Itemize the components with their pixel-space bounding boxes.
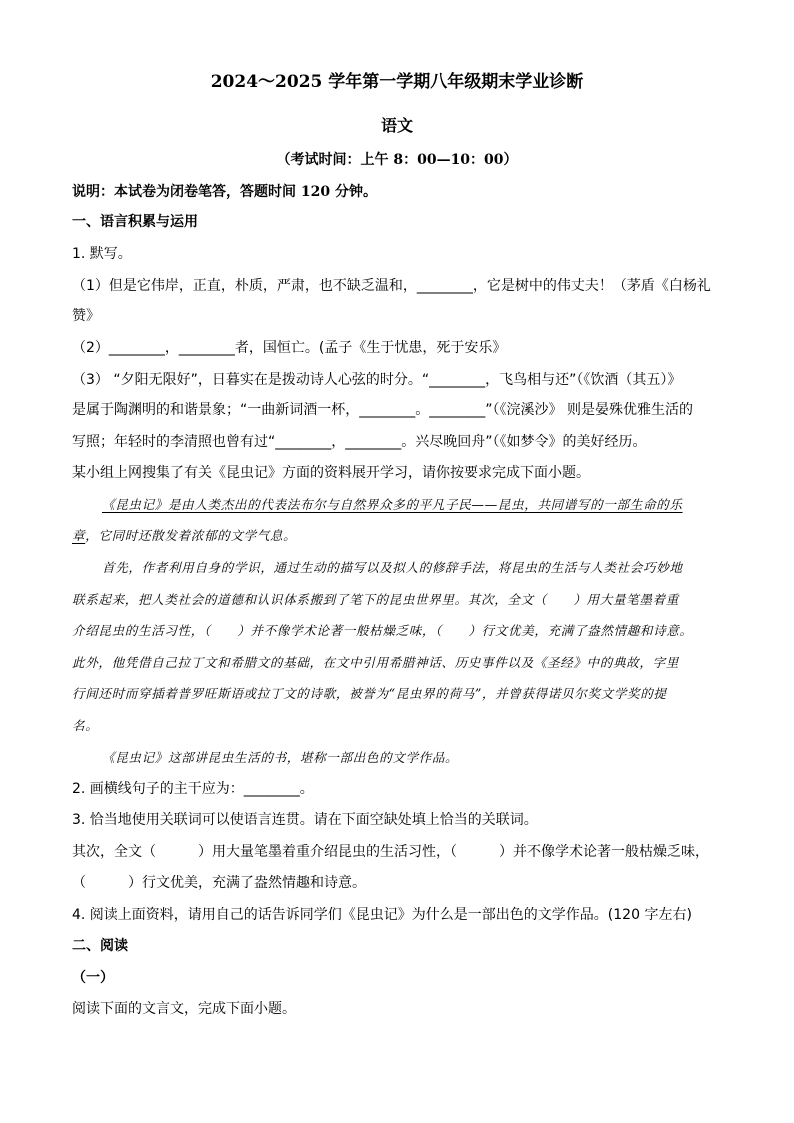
q3-line: 其次，全文（ ）用大量笔墨着重介绍昆虫的生活习性，（ ）并不像学术论著一般枯燥乏味，	[72, 844, 709, 860]
passage-line: 首先，作者利用自身的学识，通过生动的描写以及拟人的修辞手法，将昆虫的生活与人类社会巧妙地	[102, 560, 683, 575]
passage-line: 行间还时而穿插着普罗旺斯语或拉丁文的诗歌，被誉为“昆虫界的荷马”，并曾获得诺贝尔奖文学奖的提	[72, 686, 667, 701]
passage-line: 联系起来，把人类社会的道德和认识体系搬到了笔下的昆虫世界里。其次，全文（ ）用大量笔墨着重	[72, 592, 679, 607]
q1-line: （3） “夕阳无限好”，日暮实在是拨动诗人心弦的时分。“________，飞鸟相与还”（《饮酒（其五）》	[72, 372, 682, 388]
q4: 4. 阅读上面资料，请用自己的话告诉同学们《昆虫记》为什么是一部出色的文学作品。(120 字左右)	[72, 907, 692, 923]
q1-line: 是属于陶渊明的和谐景象；“一曲新词酒一杯，________。________”（《浣溪沙》 则是晏殊优雅生活的	[72, 402, 693, 418]
section2-heading: 二、阅读	[72, 938, 128, 954]
passage-line: 介绍昆虫的生活习性，（ ）并不像学术论著一般枯燥乏味，（ ）行文优美，充满了盎然情趣和诗意。	[72, 623, 693, 638]
q3: 3. 恰当地使用关联词可以使语言连贯。请在下面空缺处填上恰当的关联词。	[72, 812, 538, 828]
passage-line: 此外，他凭借自己拉丁文和希腊文的基础，在文中引用希腊神话、历史事件以及《圣经》中的典故，字里	[72, 655, 679, 670]
q1-line: （1）但是它伟岸，正直，朴质，严肃，也不缺乏温和，________，它是树中的伟丈夫！（茅盾《白杨礼	[72, 278, 711, 294]
passage-underlined-end: 章	[72, 528, 86, 543]
section2-sub: （一）	[72, 970, 114, 986]
q1-line: （2）________，________者，国恒亡。(孟子《生于忧患，死于安乐》	[72, 340, 507, 356]
section1-heading: 一、语言积累与运用	[72, 214, 198, 230]
q1-line: 赞》	[72, 308, 100, 324]
passage-underlined-sentence: 《昆虫记》是由人类杰出的代表法布尔与自然界众多的平凡子民——昆虫，共同谱写的一部生命的乐	[102, 497, 683, 512]
passage-line: 《昆虫记》这部讲昆虫生活的书，堪称一部出色的文学作品。	[102, 750, 459, 765]
exam-time: （考试时间：上午 8：00—10：00）	[276, 152, 518, 168]
q2: 2. 画横线句子的主干应为：________。	[72, 781, 314, 797]
subject-title: 语文	[380, 116, 413, 135]
q3-line: （ ）行文优美，充满了盎然情趣和诗意。	[72, 875, 366, 891]
q1-line: 写照；年轻时的李清照也曾有过“________，________。兴尽晚回舟”（《如梦令》的美好经历。	[72, 434, 647, 450]
passage-intro: 某小组上网搜集了有关《昆虫记》方面的资料展开学习，请你按要求完成下面小题。	[72, 465, 590, 481]
section2-intro: 阅读下面的文言文，完成下面小题。	[72, 1001, 296, 1017]
passage-line	[72, 526, 296, 546]
passage-line: 名。	[72, 718, 99, 733]
exam-title: 2024～2025 学年第一学期八年级期末学业诊断	[210, 72, 584, 92]
passage-text: ，它同时还散发着浓郁的文学气息。	[85, 528, 297, 543]
exam-note: 说明：本试卷为闭卷笔答，答题时间 120 分钟。	[72, 184, 377, 200]
q1-label: 1. 默写。	[72, 246, 132, 262]
